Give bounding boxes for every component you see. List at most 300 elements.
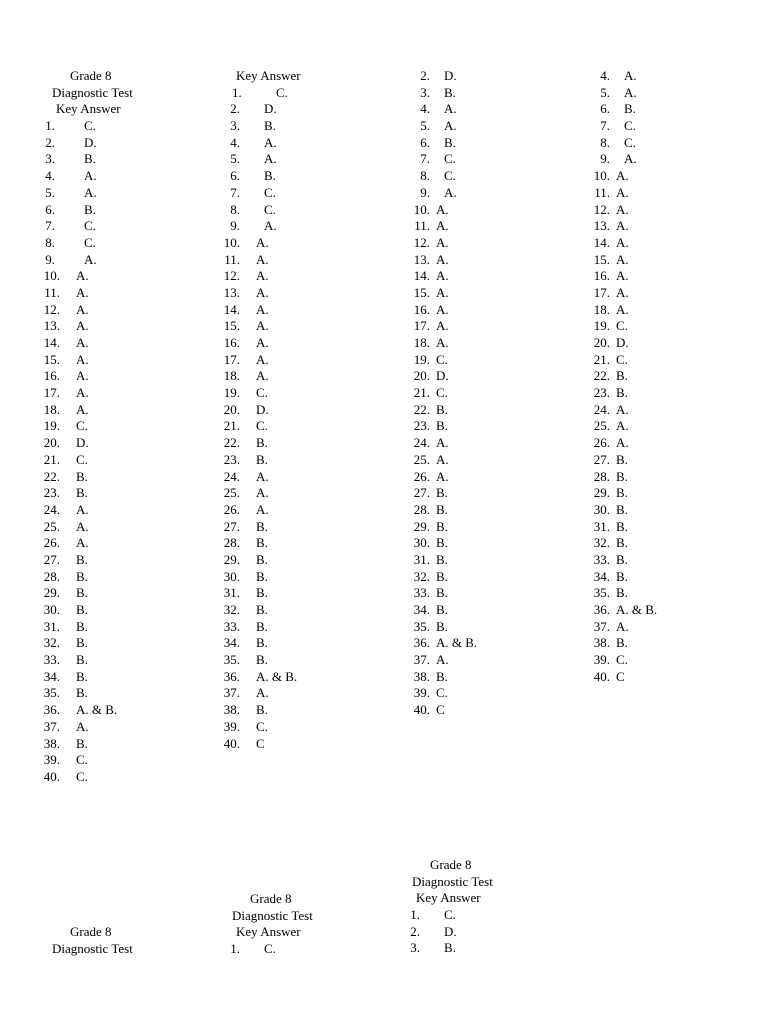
- answer-letter: C.: [444, 907, 456, 923]
- answer-letter: B.: [436, 602, 448, 617]
- answer-letter: A.: [616, 234, 629, 250]
- answer-row: [400, 519, 570, 536]
- answer-row: [40, 118, 210, 135]
- question-number: 3.: [420, 84, 430, 100]
- question-number: 33.: [593, 551, 610, 567]
- column-header: [40, 941, 210, 958]
- answer-row: [220, 535, 390, 552]
- answer-letter: C.: [76, 418, 88, 434]
- answer-letter: A.: [624, 68, 637, 83]
- column-header: [220, 924, 390, 941]
- answer-letter: D.: [264, 101, 277, 117]
- answer-letter: A.: [624, 84, 637, 100]
- question-number: 30.: [43, 602, 60, 617]
- answer-row: [400, 235, 570, 252]
- question-number: 11.: [224, 251, 240, 267]
- answer-letter: B.: [436, 618, 448, 634]
- answer-row: [580, 68, 750, 85]
- answer-row: [580, 469, 750, 486]
- answer-row: [580, 285, 750, 302]
- answer-row: [580, 202, 750, 219]
- answer-row: [400, 418, 570, 435]
- answer-row: [40, 752, 210, 769]
- question-number: 6.: [45, 201, 55, 217]
- answer-row: [40, 685, 210, 702]
- answer-row: [400, 702, 570, 719]
- answer-letter: A.: [76, 268, 89, 284]
- answer-letter: D.: [84, 134, 97, 150]
- question-number: 28.: [43, 568, 60, 584]
- question-number: 24.: [593, 401, 610, 417]
- answer-row: [40, 485, 210, 502]
- answer-letter: A.: [436, 201, 449, 217]
- answer-letter: B.: [436, 418, 448, 434]
- answer-row: [400, 352, 570, 369]
- question-number: 39.: [43, 752, 60, 768]
- answer-row: [220, 469, 390, 486]
- answer-row: [580, 635, 750, 652]
- question-number: 33.: [43, 652, 60, 668]
- question-number: 25.: [43, 518, 60, 534]
- question-number: 31.: [593, 518, 610, 534]
- question-number: 17.: [593, 284, 610, 300]
- question-number: 36.: [593, 602, 610, 617]
- question-number: 23.: [223, 451, 240, 467]
- answer-key-column-4: [580, 68, 750, 685]
- answer-row: [580, 619, 750, 636]
- answer-row: [220, 452, 390, 469]
- answer-letter: A.: [616, 268, 629, 284]
- question-number: 2.: [230, 101, 240, 117]
- question-number: 3.: [410, 940, 420, 956]
- answer-letter: C.: [444, 168, 456, 184]
- question-number: 38.: [593, 635, 610, 651]
- question-number: 37.: [593, 618, 610, 634]
- question-number: 35.: [223, 652, 240, 668]
- answer-row: [220, 285, 390, 302]
- answer-key-column-6: [220, 891, 390, 958]
- answer-letter: C.: [84, 118, 96, 134]
- answer-row: [400, 669, 570, 686]
- question-number: 5.: [230, 151, 240, 167]
- answer-letter: A.: [616, 251, 629, 267]
- answer-key-column-5: [40, 924, 210, 957]
- question-number: 4.: [600, 68, 610, 83]
- question-number: 22.: [43, 468, 60, 484]
- answer-letter: B.: [256, 585, 268, 601]
- answer-row: [220, 268, 390, 285]
- answer-row: [580, 535, 750, 552]
- answer-letter: A.: [436, 251, 449, 267]
- question-number: 34.: [413, 602, 430, 617]
- question-number: 5.: [420, 118, 430, 134]
- column-header: [400, 857, 570, 874]
- answer-letter: C.: [436, 685, 448, 701]
- answer-letter: B.: [616, 451, 628, 467]
- answer-row: [220, 685, 390, 702]
- answer-letter: A.: [256, 501, 269, 517]
- answer-letter: A.: [264, 218, 277, 234]
- question-number: 3.: [45, 151, 55, 167]
- question-number: 9.: [230, 218, 240, 234]
- answer-letter: A.: [616, 618, 629, 634]
- question-number: 2.: [410, 923, 420, 939]
- question-number: 1.: [45, 118, 55, 134]
- answer-row: [400, 68, 570, 85]
- question-number: 10.: [223, 234, 240, 250]
- answer-letter: B.: [436, 518, 448, 534]
- answer-letter: B.: [616, 568, 628, 584]
- answer-letter: B.: [76, 585, 88, 601]
- answer-letter: B.: [256, 551, 268, 567]
- answer-letter: B.: [256, 451, 268, 467]
- answer-letter: A.: [256, 284, 269, 300]
- answer-row: [220, 352, 390, 369]
- question-number: 12.: [43, 301, 60, 317]
- answer-row: [580, 335, 750, 352]
- question-number: 8.: [600, 134, 610, 150]
- question-number: 9.: [600, 151, 610, 167]
- question-number: 13.: [43, 318, 60, 334]
- question-number: 35.: [593, 585, 610, 601]
- answer-row: [400, 185, 570, 202]
- question-number: 19.: [43, 418, 60, 434]
- question-number: 6.: [230, 168, 240, 184]
- answer-row: [400, 619, 570, 636]
- question-number: 39.: [223, 718, 240, 734]
- answer-letter: A.: [616, 284, 629, 300]
- answer-letter: A.: [256, 685, 269, 701]
- question-number: 23.: [413, 418, 430, 434]
- question-number: 37.: [413, 652, 430, 668]
- answer-row: [220, 302, 390, 319]
- answer-letter: C.: [436, 351, 448, 367]
- answer-letter: B.: [444, 940, 456, 956]
- answer-row: [580, 151, 750, 168]
- answer-letter: A.: [436, 318, 449, 334]
- question-number: 32.: [223, 602, 240, 617]
- answer-key-column-2: [220, 68, 390, 752]
- answer-letter: A.: [264, 134, 277, 150]
- answer-letter: C.: [76, 752, 88, 768]
- answer-row: [220, 418, 390, 435]
- header-text: Key Answer: [416, 890, 481, 906]
- answer-letter: A.: [616, 401, 629, 417]
- question-number: 27.: [413, 485, 430, 501]
- question-number: 34.: [593, 568, 610, 584]
- answer-letter: C.: [84, 218, 96, 234]
- answer-letter: A.: [436, 268, 449, 284]
- answer-letter: B.: [76, 618, 88, 634]
- answer-letter: C.: [616, 652, 628, 668]
- answer-letter: A.: [616, 201, 629, 217]
- answer-letter: C.: [616, 351, 628, 367]
- answer-row: [580, 318, 750, 335]
- answer-letter: B.: [76, 735, 88, 751]
- answer-letter: B.: [616, 368, 628, 384]
- answer-row: [400, 485, 570, 502]
- answer-row: [400, 118, 570, 135]
- question-number: 25.: [223, 485, 240, 501]
- answer-row: [400, 85, 570, 102]
- column-header: [40, 68, 210, 85]
- answer-letter: A.: [256, 301, 269, 317]
- answer-letter: A. & B.: [616, 602, 658, 617]
- answer-letter: D.: [444, 923, 457, 939]
- question-number: 36.: [43, 702, 60, 718]
- answer-letter: B.: [256, 535, 268, 551]
- question-number: 33.: [413, 585, 430, 601]
- answer-letter: B.: [436, 401, 448, 417]
- question-number: 7.: [420, 151, 430, 167]
- answer-letter: A.: [616, 184, 629, 200]
- answer-letter: D.: [444, 68, 457, 83]
- answer-row: [220, 569, 390, 586]
- answer-row: [580, 652, 750, 669]
- answer-row: [40, 185, 210, 202]
- question-number: 36.: [223, 668, 240, 684]
- question-number: 14.: [223, 301, 240, 317]
- answer-letter: A.: [76, 368, 89, 384]
- answer-row: [40, 602, 210, 619]
- question-number: 20.: [413, 368, 430, 384]
- header-text: Grade 8: [430, 857, 472, 872]
- answer-letter: C.: [264, 941, 276, 957]
- answer-row: [40, 268, 210, 285]
- question-number: 38.: [413, 668, 430, 684]
- answer-row: [220, 941, 390, 958]
- answer-row: [40, 469, 210, 486]
- answer-letter: C.: [276, 84, 288, 100]
- question-number: 26.: [593, 435, 610, 451]
- answer-row: [580, 85, 750, 102]
- answer-letter: B.: [436, 501, 448, 517]
- answer-letter: B.: [84, 201, 96, 217]
- header-text: Grade 8: [70, 68, 112, 83]
- answer-letter: B.: [616, 551, 628, 567]
- answer-letter: A.: [436, 468, 449, 484]
- answer-row: [400, 635, 570, 652]
- question-number: 28.: [223, 535, 240, 551]
- answer-letter: B.: [264, 168, 276, 184]
- question-number: 1.: [230, 941, 240, 957]
- question-number: 10.: [593, 168, 610, 184]
- answer-row: [40, 452, 210, 469]
- question-number: 29.: [223, 551, 240, 567]
- answer-row: [580, 302, 750, 319]
- question-number: 27.: [43, 551, 60, 567]
- answer-row: [220, 101, 390, 118]
- question-number: 21.: [43, 451, 60, 467]
- answer-row: [400, 302, 570, 319]
- answer-row: [40, 435, 210, 452]
- answer-letter: B.: [436, 568, 448, 584]
- question-number: 6.: [600, 101, 610, 117]
- answer-letter: B.: [436, 585, 448, 601]
- answer-row: [400, 335, 570, 352]
- question-number: 18.: [223, 368, 240, 384]
- question-number: 30.: [593, 501, 610, 517]
- answer-letter: C.: [624, 118, 636, 134]
- answer-letter: D.: [616, 335, 629, 350]
- answer-letter: A.: [436, 652, 449, 668]
- question-number: 20.: [43, 435, 60, 451]
- answer-row: [40, 285, 210, 302]
- header-text: Key Answer: [236, 68, 301, 83]
- question-number: 3.: [230, 118, 240, 134]
- answer-letter: A.: [616, 301, 629, 317]
- answer-row: [580, 602, 750, 619]
- answer-letter: B.: [616, 385, 628, 401]
- question-number: 40.: [593, 668, 610, 684]
- answer-letter: B.: [616, 485, 628, 501]
- answer-letter: B.: [76, 468, 88, 484]
- question-number: 2.: [45, 134, 55, 150]
- question-number: 28.: [413, 501, 430, 517]
- answer-letter: B.: [76, 485, 88, 501]
- answer-row: [220, 619, 390, 636]
- answer-row: [40, 669, 210, 686]
- question-number: 25.: [413, 451, 430, 467]
- question-number: 5.: [600, 84, 610, 100]
- question-number: 5.: [45, 184, 55, 200]
- answer-row: [220, 585, 390, 602]
- answer-row: [580, 519, 750, 536]
- answer-row: [580, 135, 750, 152]
- answer-letter: A.: [444, 118, 457, 134]
- answer-row: [580, 452, 750, 469]
- answer-row: [400, 924, 570, 941]
- answer-row: [400, 202, 570, 219]
- answer-row: [400, 435, 570, 452]
- answer-row: [580, 268, 750, 285]
- question-number: 26.: [43, 535, 60, 551]
- question-number: 38.: [43, 735, 60, 751]
- question-number: 28.: [593, 468, 610, 484]
- question-number: 12.: [223, 268, 240, 284]
- answer-row: [40, 202, 210, 219]
- question-number: 35.: [413, 618, 430, 634]
- question-number: 17.: [223, 351, 240, 367]
- answer-letter: A.: [84, 184, 97, 200]
- answer-row: [40, 535, 210, 552]
- question-number: 40.: [413, 702, 430, 718]
- answer-letter: B.: [616, 501, 628, 517]
- answer-row: [40, 402, 210, 419]
- answer-letter: B.: [444, 84, 456, 100]
- answer-row: [220, 235, 390, 252]
- answer-letter: C: [436, 702, 445, 718]
- answer-letter: A.: [76, 385, 89, 401]
- question-number: 16.: [593, 268, 610, 284]
- answer-row: [400, 469, 570, 486]
- question-number: 31.: [43, 618, 60, 634]
- answer-row: [220, 502, 390, 519]
- answer-letter: A.: [264, 151, 277, 167]
- question-number: 9.: [420, 184, 430, 200]
- answer-letter: A.: [256, 351, 269, 367]
- question-number: 18.: [43, 401, 60, 417]
- question-number: 33.: [223, 618, 240, 634]
- answer-letter: A.: [256, 335, 269, 350]
- answer-row: [400, 652, 570, 669]
- answer-key-column-1: [40, 68, 210, 786]
- answer-row: [220, 736, 390, 753]
- header-text: Grade 8: [250, 891, 292, 906]
- answer-row: [220, 519, 390, 536]
- answer-letter: B.: [616, 635, 628, 651]
- answer-letter: A.: [436, 234, 449, 250]
- answer-letter: A.: [256, 251, 269, 267]
- answer-letter: A.: [616, 418, 629, 434]
- question-number: 22.: [223, 435, 240, 451]
- answer-row: [580, 385, 750, 402]
- answer-letter: C.: [256, 718, 268, 734]
- answer-letter: A.: [84, 251, 97, 267]
- answer-row: [40, 418, 210, 435]
- answer-row: [580, 485, 750, 502]
- answer-row: [400, 135, 570, 152]
- question-number: 40.: [43, 768, 60, 784]
- answer-letter: A.: [444, 184, 457, 200]
- answer-letter: B.: [444, 134, 456, 150]
- answer-letter: A.: [76, 535, 89, 551]
- answer-letter: A.: [256, 318, 269, 334]
- answer-letter: B.: [76, 668, 88, 684]
- answer-letter: C.: [616, 318, 628, 334]
- answer-row: [220, 402, 390, 419]
- answer-row: [220, 335, 390, 352]
- column-header: [220, 68, 390, 85]
- answer-letter: B.: [436, 551, 448, 567]
- question-number: 36.: [413, 635, 430, 651]
- answer-row: [220, 85, 390, 102]
- answer-letter: D.: [256, 401, 269, 417]
- question-number: 40.: [223, 735, 240, 751]
- answer-row: [400, 385, 570, 402]
- answer-row: [220, 435, 390, 452]
- question-number: 16.: [413, 301, 430, 317]
- question-number: 15.: [413, 284, 430, 300]
- answer-letter: A.: [436, 301, 449, 317]
- question-number: 30.: [413, 535, 430, 551]
- answer-row: [400, 218, 570, 235]
- question-number: 24.: [413, 435, 430, 451]
- answer-row: [400, 402, 570, 419]
- answer-row: [400, 151, 570, 168]
- question-number: 7.: [230, 184, 240, 200]
- question-number: 15.: [43, 351, 60, 367]
- header-text: Diagnostic Test: [52, 84, 133, 100]
- answer-row: [40, 335, 210, 352]
- answer-letter: B.: [616, 518, 628, 534]
- question-number: 32.: [413, 568, 430, 584]
- answer-letter: B.: [264, 118, 276, 134]
- answer-letter: A.: [256, 234, 269, 250]
- answer-letter: B.: [76, 685, 88, 701]
- answer-row: [220, 185, 390, 202]
- answer-row: [40, 619, 210, 636]
- answer-row: [220, 635, 390, 652]
- answer-letter: C: [616, 668, 625, 684]
- answer-row: [220, 719, 390, 736]
- answer-row: [40, 168, 210, 185]
- question-number: 32.: [593, 535, 610, 551]
- answer-row: [580, 352, 750, 369]
- answer-row: [400, 685, 570, 702]
- answer-letter: C.: [444, 151, 456, 167]
- question-number: 9.: [45, 251, 55, 267]
